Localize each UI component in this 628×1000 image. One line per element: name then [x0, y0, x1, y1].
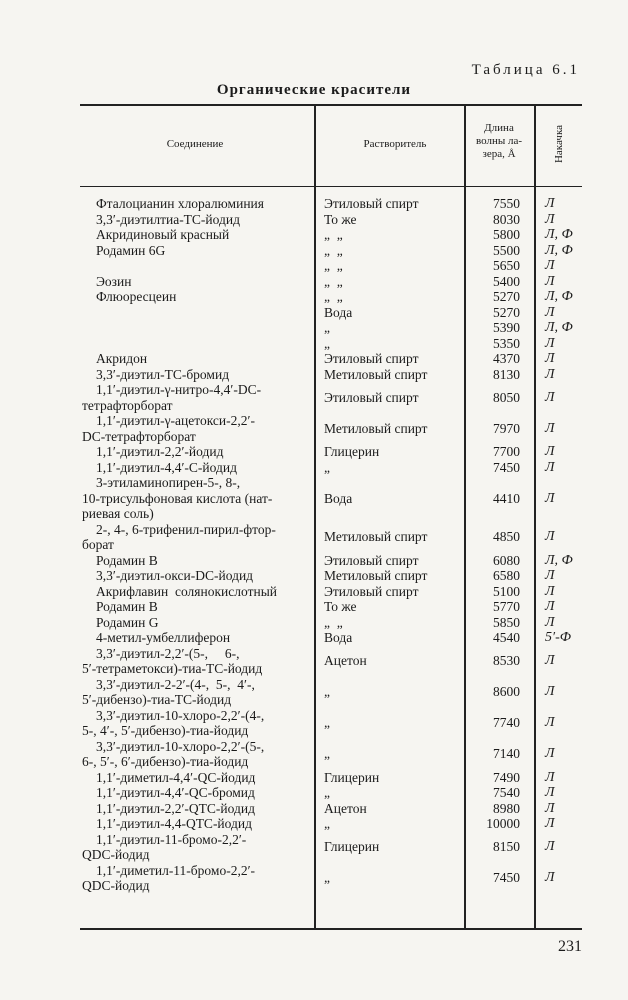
wavelength-cell: 8980	[493, 800, 520, 816]
compound-cell: 1,1′-диэтил-γ-нитро-4,4′-DC-	[96, 382, 262, 397]
pump-cell: Л	[545, 490, 555, 506]
pump-cell: Л	[545, 684, 555, 700]
wavelength-cell: 7970	[493, 420, 520, 436]
wavelength-cell: 5770	[493, 599, 520, 614]
pump-cell: Л	[545, 389, 555, 405]
compound-cell: Родамин G	[96, 614, 159, 630]
compound-cell: 1,1′-диэтил-2,2′-йодид	[96, 444, 224, 459]
pump-cell: Л	[545, 196, 555, 211]
solvent-cell: „	[324, 746, 330, 762]
pump-cell: Л	[545, 583, 555, 599]
pump-cell: Л, Ф	[545, 242, 573, 258]
solvent-cell: „	[324, 684, 330, 700]
wavelength-cell: 7740	[493, 715, 520, 731]
solvent-cell: „	[324, 816, 330, 831]
header-solvent: Растворитель	[363, 138, 427, 150]
col-divider-1	[314, 104, 316, 928]
bottom-rule	[80, 928, 582, 930]
compound-cell: 3,3′-диэтил-окси-DC-йодид	[96, 568, 254, 583]
compound-cell: Акридиновый красный	[96, 227, 230, 242]
pump-cell: Л	[545, 839, 555, 855]
wavelength-cell: 7140	[493, 746, 520, 762]
solvent-cell: „ „	[324, 273, 343, 289]
header-pump: Накачка	[553, 124, 565, 164]
pump-cell: Л	[545, 653, 555, 669]
compound-cell: 3-этиламинопирен-5-, 8-,	[96, 475, 241, 490]
wavelength-cell: 7700	[493, 444, 520, 459]
compound-cell: 1,1′-диэтил-γ-ацетокси-2,2′-	[96, 413, 255, 428]
wavelength-cell: 7450	[493, 870, 520, 886]
pump-cell: Л	[545, 420, 555, 436]
wavelength-cell: 8030	[493, 211, 520, 227]
pump-cell: Л	[545, 459, 555, 475]
col-divider-3	[534, 104, 536, 928]
compound-cell: 1,1′-диэтил-2,2′-QTC-йодид	[96, 800, 255, 816]
solvent-cell: Ацетон	[324, 800, 367, 816]
wavelength-cell: 7550	[493, 196, 520, 211]
pump-cell: Л, Ф	[545, 320, 573, 335]
solvent-cell: Этиловый спирт	[324, 552, 419, 568]
solvent-cell: Вода	[324, 304, 353, 320]
wavelength-cell: 5800	[493, 227, 520, 242]
solvent-cell: Этиловый спирт	[324, 351, 419, 366]
compound-cell: 6-, 5′-, 6′-дибензо)-тиа-йодид	[82, 754, 249, 769]
wavelength-cell: 8150	[493, 839, 520, 855]
solvent-cell: „	[324, 459, 330, 475]
solvent-cell: Вода	[324, 630, 353, 645]
solvent-cell: Вода	[324, 490, 353, 506]
pump-cell: Л	[545, 568, 555, 583]
solvent-cell: Метиловый спирт	[324, 568, 428, 583]
compound-cell: 1,1′-диэтил-4,4′-QC-бромид	[96, 785, 255, 800]
pump-cell: Л	[545, 366, 555, 382]
wavelength-cell: 5850	[493, 614, 520, 630]
wavelength-cell: 5400	[493, 273, 520, 289]
compound-cell: 4-метил-умбеллиферон	[96, 630, 231, 645]
solvent-cell: „ „	[324, 289, 343, 304]
compound-cell: риевая соль)	[82, 506, 154, 521]
solvent-cell: „ „	[324, 614, 343, 630]
wavelength-cell: 5390	[493, 320, 520, 335]
wavelength-cell: 7490	[493, 769, 520, 785]
compound-cell: 5′-дибензо)-тиа-ТС-йодид	[82, 692, 232, 707]
pump-cell: Л	[545, 599, 555, 614]
compound-cell: 1,1′-диэтил-11-бромо-2,2′-	[96, 831, 247, 847]
compound-cell: борат	[82, 537, 114, 552]
pump-cell: Л	[545, 273, 555, 289]
compound-cell: 10-трисульфоновая кислота (нат-	[82, 490, 273, 506]
compound-cell: QDC-йодид	[82, 878, 150, 893]
solvent-cell: Глицерин	[324, 839, 380, 855]
pump-cell: Л	[545, 351, 555, 366]
solvent-cell: „ „	[324, 242, 343, 258]
wavelength-cell: 4370	[493, 351, 520, 366]
compound-cell: 3,3′-диэтил-10-хлоро-2,2′-(4-,	[96, 707, 265, 723]
pump-cell: 5′-Ф	[545, 630, 571, 645]
solvent-cell: „ „	[324, 258, 343, 273]
wavelength-cell: 8600	[493, 684, 520, 700]
solvent-cell: „	[324, 785, 330, 800]
compound-cell: 3,3′-диэтил-ТС-бромид	[96, 366, 230, 382]
solvent-cell: Этиловый спирт	[324, 389, 419, 405]
pump-cell: Л, Ф	[545, 552, 573, 568]
pump-cell: Л	[545, 785, 555, 800]
compound-cell: 5-, 4′-, 5′-дибензо)-тиа-йодид	[82, 723, 249, 738]
wavelength-cell: 6580	[493, 568, 520, 583]
wavelength-cell: 4410	[493, 490, 520, 506]
wavelength-cell: 6080	[493, 552, 520, 568]
solvent-cell: То же	[324, 211, 357, 227]
pump-cell: Л	[545, 816, 555, 831]
wavelength-cell: 8130	[493, 366, 520, 382]
solvent-cell: Глицерин	[324, 444, 380, 459]
pump-cell: Л	[545, 335, 555, 351]
top-rule	[80, 104, 582, 106]
compound-cell: Акридон	[96, 351, 148, 366]
table-title: Органические красители	[216, 82, 412, 98]
pump-cell: Л	[545, 614, 555, 630]
wavelength-cell: 5100	[493, 583, 520, 599]
pump-cell: Л, Ф	[545, 289, 573, 304]
pump-cell: Л, Ф	[545, 227, 573, 242]
wavelength-cell: 4850	[493, 529, 520, 545]
wavelength-cell: 10000	[486, 816, 520, 831]
compound-cell: Фталоцианин хлоралюминия	[96, 196, 264, 211]
solvent-cell: Этиловый спирт	[324, 583, 419, 599]
compound-cell: тетрафторборат	[82, 397, 173, 413]
pump-cell: Л	[545, 211, 555, 227]
solvent-cell: „	[324, 870, 330, 886]
compound-cell: Эозин	[96, 273, 132, 289]
solvent-cell: „ „	[324, 227, 343, 242]
pump-cell: Л	[545, 258, 555, 273]
compound-cell: DC-тетрафторборат	[82, 428, 196, 444]
compound-cell: Родамин 6G	[96, 242, 166, 258]
compound-cell: 1,1′-диэтил-4,4-QTC-йодид	[96, 816, 252, 831]
compound-cell: Акрифлавин солянокислотный	[96, 583, 277, 599]
compound-cell: 1,1′-диметил-11-бромо-2,2′-	[96, 862, 256, 878]
pump-cell: Л	[545, 444, 555, 459]
header-rule	[80, 186, 582, 187]
page-number: 231	[558, 938, 582, 955]
pump-cell: Л	[545, 870, 555, 886]
table-number: Таблица 6.1	[471, 62, 580, 78]
pump-cell: Л	[545, 304, 555, 320]
wavelength-cell: 5650	[493, 258, 520, 273]
compound-cell: 3,3′-диэтил-2,2′-(5-, 6-,	[96, 645, 240, 661]
solvent-cell: Метиловый спирт	[324, 366, 428, 382]
wavelength-cell: 7540	[493, 785, 520, 800]
solvent-cell: Ацетон	[324, 653, 367, 669]
compound-cell: QDC-йодид	[82, 847, 150, 862]
pump-cell: Л	[545, 746, 555, 762]
compound-cell: 1,1′-диметил-4,4′-QC-йодид	[96, 769, 256, 785]
solvent-cell: „	[324, 320, 330, 335]
compound-cell: Флюоресцеин	[96, 289, 177, 304]
wavelength-cell: 4540	[493, 630, 520, 645]
wavelength-cell: 8530	[493, 653, 520, 669]
pump-cell: Л	[545, 800, 555, 816]
compound-cell: 3,3′-диэтилтиа-ТС-йодид	[96, 211, 240, 227]
pump-cell: Л	[545, 769, 555, 785]
compound-cell: Родамин В	[96, 599, 158, 614]
solvent-cell: „	[324, 335, 330, 351]
wavelength-cell: 5270	[493, 289, 520, 304]
solvent-cell: Глицерин	[324, 769, 380, 785]
header-compound: Соединение	[166, 138, 224, 150]
wavelength-cell: 5500	[493, 242, 520, 258]
wavelength-cell: 5270	[493, 304, 520, 320]
solvent-cell: „	[324, 715, 330, 731]
wavelength-cell: 8050	[493, 389, 520, 405]
solvent-cell: То же	[324, 599, 357, 614]
solvent-cell: Метиловый спирт	[324, 529, 428, 545]
compound-cell: 5′-тетраметокси)-тиа-ТС-йодид	[82, 661, 263, 676]
solvent-cell: Этиловый спирт	[324, 196, 419, 211]
pump-cell: Л	[545, 715, 555, 731]
wavelength-cell: 5350	[493, 335, 520, 351]
compound-cell: 3,3′-диэтил-10-хлоро-2,2′-(5-,	[96, 738, 265, 754]
wavelength-cell: 7450	[493, 459, 520, 475]
compound-cell: 1,1′-диэтил-4,4′-С-йодид	[96, 459, 237, 475]
header-wavelength: Длина волны ла- зера, Å	[475, 122, 523, 160]
compound-cell: 2-, 4-, 6-трифенил-пирил-фтор-	[96, 521, 276, 537]
solvent-cell: Метиловый спирт	[324, 420, 428, 436]
pump-cell: Л	[545, 529, 555, 545]
compound-cell: 3,3′-диэтил-2-2′-(4-, 5-, 4′-,	[96, 676, 255, 692]
compound-cell: Родамин В	[96, 552, 158, 568]
